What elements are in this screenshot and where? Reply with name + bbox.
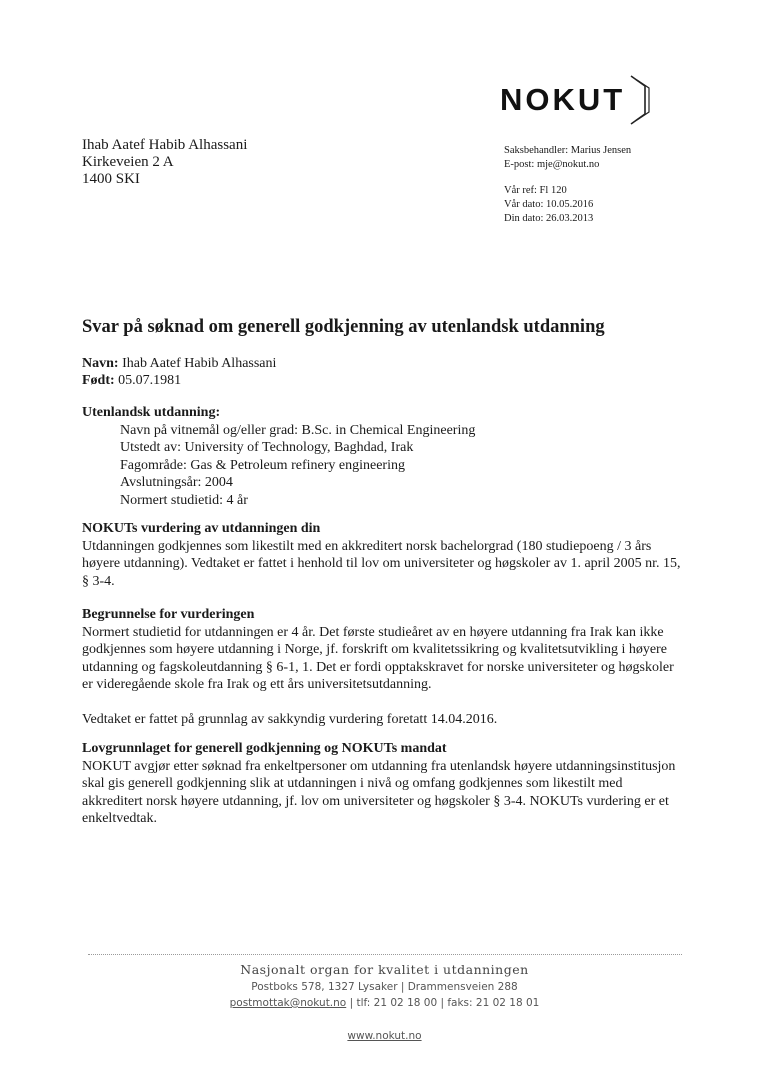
footer-address: Postboks 578, 1327 Lysaker | Drammensveien 288 (251, 981, 518, 993)
footer-website-text[interactable]: www.nokut.no (347, 1030, 422, 1042)
foreign-education-heading: Utenlandsk utdanning: (82, 405, 221, 420)
footer-contact (0, 997, 769, 1009)
reasoning-text: Normert studietid for utdanningen er 4 år. Det første studieåret av en høyere utdanning fra Irak kan ikke godkjennes som høyere utdanning i Norge, jf. forskrift om kvalitetssikring og kvalitetsutvikling i høyere utdanning og fagskoleutdanning § 6-1, 1. Det er fordi opptakskravet for norske universiteter og høgskoler er videregående skole fra Irak og ett års universitetsutdanning. (82, 624, 674, 692)
reasoning-heading: Begrunnelse for vurderingen (82, 607, 255, 622)
case-handler: Saksbehandler: Marius Jensen (504, 145, 632, 156)
our-date: Vår dato: 10.05.2016 (504, 199, 594, 210)
applicant-name-row (82, 355, 276, 372)
assessment-section (82, 520, 682, 590)
letter-title: Svar på søknad om generell godkjenning av utenlandsk utdanning (82, 317, 605, 337)
applicant-born-label: Født: (82, 373, 115, 388)
case-references (504, 184, 631, 226)
logo-text: NOKUT (500, 82, 626, 117)
case-email: E-post: mje@nokut.no (504, 159, 600, 170)
footer-organization: Nasjonalt organ for kvalitet i utdanningen (240, 962, 529, 977)
legal-basis-section (82, 740, 682, 828)
foreign-education-section (82, 404, 682, 509)
field-line: Fagområde: Gas & Petroleum refinery engineering (120, 457, 405, 473)
our-reference: Vår ref: Fl 120 (504, 185, 567, 196)
footer-email-link[interactable]: postmottak@nokut.no (229, 997, 347, 1009)
footer-website-link[interactable] (0, 1030, 769, 1042)
footer-phone-fax: | tlf: 21 02 18 00 | faks: 21 02 18 01 (346, 997, 540, 1009)
nokut-logo (500, 70, 651, 130)
recipient-address (82, 137, 247, 188)
degree-line: Navn på vitnemål og/eller grad: B.Sc. in Chemical Engineering (120, 422, 476, 438)
reasoning-section (82, 606, 682, 728)
footer-divider (88, 954, 682, 955)
legal-basis-text: NOKUT avgjør etter søknad fra enkeltpersoner om utdanning fra utenlandsk høyere utdanningsinstitusjon skal gis generell godkjenning slik at utdanningen i nivå og omfang godkjennes som likestilt med akkreditert norsk høyere utdanning, jf. lov om universiteter og høgskoler § 3-4. NOKUTs vurdering er et enkeltvedtak. (82, 758, 676, 826)
applicant-born-row (82, 372, 276, 389)
issuer-line: Utstedt av: University of Technology, Baghdad, Irak (120, 440, 414, 455)
applicant-info (82, 355, 276, 389)
case-info (504, 144, 631, 226)
recipient-name: Ihab Aatef Habib Alhassani (82, 137, 248, 153)
completion-year-line: Avslutningsår: 2004 (120, 475, 233, 490)
recipient-street: Kirkeveien 2 A (82, 154, 174, 170)
legal-basis-heading: Lovgrunnlaget for generell godkjenning og NOKUTs mandat (82, 741, 447, 756)
applicant-born-value: 05.07.1981 (118, 373, 182, 388)
logo-bracket-icon (629, 74, 651, 126)
your-date: Din dato: 26.03.2013 (504, 213, 594, 224)
study-length-line: Normert studietid: 4 år (120, 492, 248, 508)
assessment-heading: NOKUTs vurdering av utdanningen din (82, 521, 321, 536)
applicant-name-label: Navn: (82, 356, 119, 371)
expert-assessment-text: Vedtaket er fattet på grunnlag av sakkyndig vurdering foretatt 14.04.2016. (82, 711, 498, 727)
recipient-postal: 1400 SKI (82, 171, 140, 187)
applicant-name-value: Ihab Aatef Habib Alhassani (122, 356, 277, 371)
assessment-text: Utdanningen godkjennes som likestilt med en akkreditert norsk bachelorgrad (180 studiepoeng / 3 års høyere utdanning). Vedtaket er fattet i henhold til lov om universiteter og høgskoler av 1. april 2005 nr. 15, § 3-4. (82, 538, 681, 589)
foreign-education-details (82, 422, 682, 510)
